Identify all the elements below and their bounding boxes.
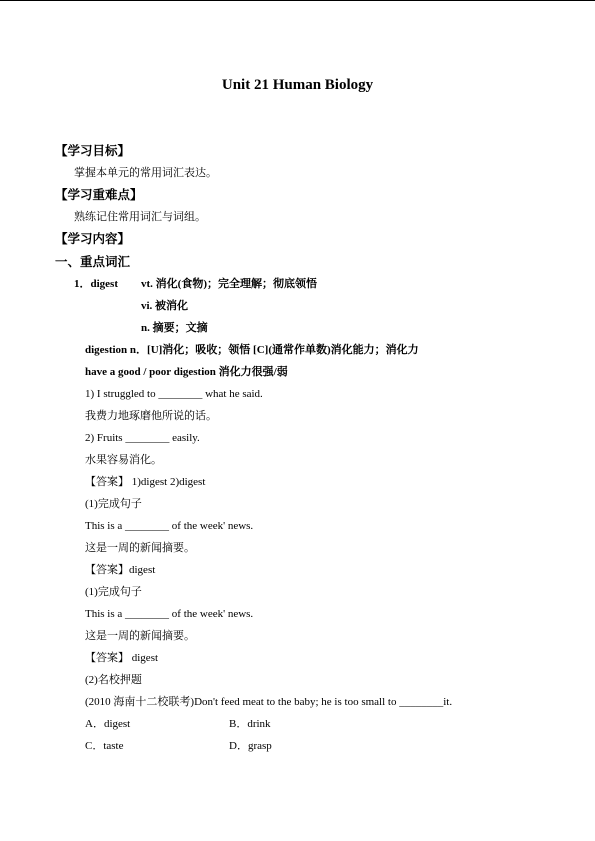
exercise-sentence-2: This is a ________ of the week' news. (85, 608, 254, 620)
exercise-sentence-1: This is a ________ of the week' news. (85, 520, 254, 532)
goal-heading: 【学习目标】 (55, 144, 131, 158)
entry-derived: digestion n．[U]消化；吸收；领悟 [C](通常作单数)消化能力；消化力 (85, 344, 419, 356)
key-points-heading: 【学习重难点】 (55, 188, 143, 202)
entry-vt: vt. 消化(食物)；完全理解；彻底领悟 (141, 278, 317, 290)
example-2-translation: 水果容易消化。 (85, 454, 162, 466)
answer-1: 【答案】 1)digest 2)digest (85, 476, 206, 488)
entry-vi: vi. 被消化 (141, 300, 189, 312)
option-a: A．digest (85, 718, 131, 730)
exercise-translation-2: 这是一周的新闻摘要。 (85, 630, 195, 642)
example-1-translation: 我费力地琢磨他所说的话。 (85, 410, 217, 422)
option-c: C．taste (85, 740, 124, 752)
exercise-label-2: (1)完成句子 (85, 586, 142, 598)
key-points-text: 熟练记住常用词汇与词组。 (74, 211, 206, 223)
top-border-line (0, 0, 595, 1)
answer-3: 【答案】 digest (85, 652, 159, 664)
page-title: Unit 21 Human Biology (221, 77, 374, 93)
entry-word: 1．digest (74, 278, 118, 290)
entry-n: n. 摘要；文摘 (141, 322, 208, 334)
goal-text: 掌握本单元的常用词汇表达。 (74, 167, 217, 179)
option-b: B．drink (229, 718, 271, 730)
example-2: 2) Fruits ________ easily. (85, 432, 200, 444)
example-1: 1) I struggled to ________ what he said. (85, 388, 263, 400)
part1-heading: 一、重点词汇 (55, 255, 131, 269)
exercise-translation-1: 这是一周的新闻摘要。 (85, 542, 195, 554)
content-heading: 【学习内容】 (55, 232, 131, 246)
answer-2: 【答案】digest (85, 564, 156, 576)
exercise-label-1: (1)完成句子 (85, 498, 142, 510)
entry-phrase: have a good / poor digestion 消化力很强/弱 (85, 366, 288, 378)
option-d: D．grasp (229, 740, 272, 752)
exam-question: (2010 海南十二校联考)Don't feed meat to the baby; he is too small to ________it. (85, 696, 453, 708)
exam-label: (2)名校押题 (85, 674, 142, 686)
